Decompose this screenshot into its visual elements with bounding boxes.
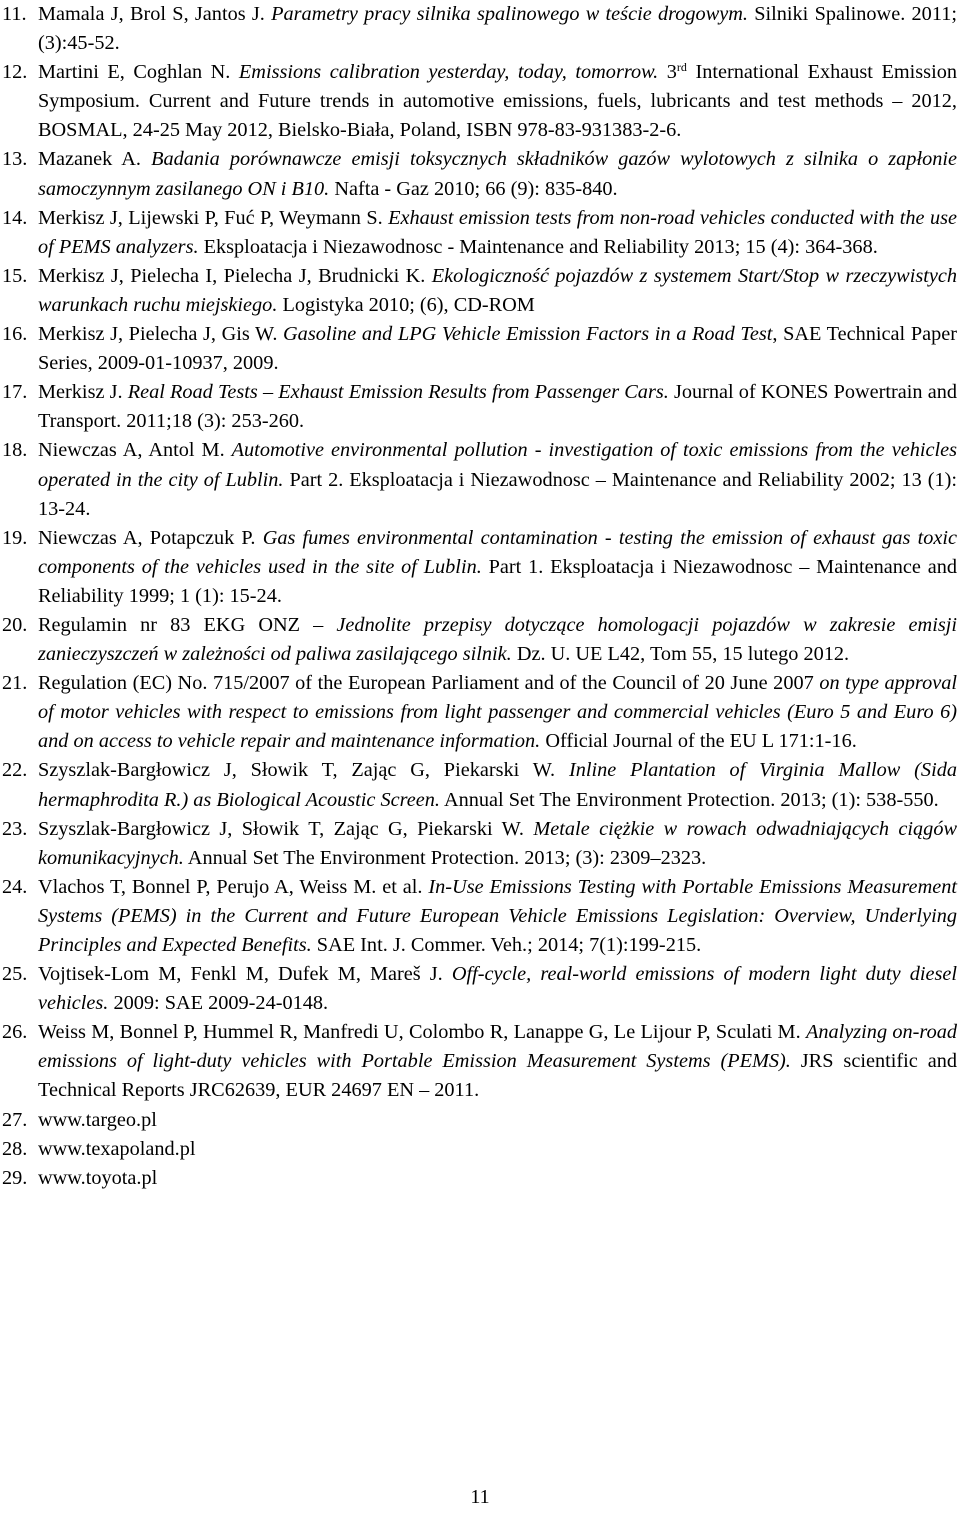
reference-title: Automotive environmental pollution - investigation of toxic emissions from the vehicles operated in the city of Lublin. [38,439,958,491]
reference-number: 12. [2,61,28,84]
reference-text [38,818,957,869]
reference-segment: Journal of KONES Powertrain and Transport. 2011;18 (3): 253-260. [38,381,957,433]
reference-number: 19. [2,526,28,549]
reference-text [38,614,957,665]
reference-segment: Mamala J, Brol S, Jantos J. [38,3,272,25]
page-number: 11 [470,1486,490,1508]
reference-title: Emissions calibration yesterday, today, tomorrow. [238,61,659,84]
reference-segment: Dz. U. UE L42, Tom 55, 15 lutego 2012. [511,643,850,666]
reference-text [38,1167,157,1189]
reference-item [2,873,957,960]
reference-item [2,145,957,203]
reference-item [2,436,957,523]
reference-item [2,1164,957,1193]
reference-title: Gas fumes environmental contamination - testing the emission of exhaust gas toxic components of the vehicles used in the site of Lublin. [38,526,957,578]
reference-title: Badania porównawcze emisji toksycznych składników gazów wylotowych z silnika o zapłonie samoczynnym zasilanego ON i B10. [38,148,957,200]
reference-segment: Martini E, Coghlan N. [38,61,239,84]
reference-text [38,439,957,519]
reference-title: Parametry pracy silnika spalinowego w teście drogowym. [271,3,748,25]
reference-title: Metale ciężkie w rowach odwadniających ciągów komunikacyjnych. [38,817,957,869]
reference-item [2,756,957,814]
reference-number: 22. [2,759,28,782]
reference-item [2,1018,957,1105]
reference-segment: Szyszlak-Bargłowicz J, Słowik T, Zając G, Piekarski W. [38,759,569,782]
reference-text [38,148,957,199]
reference-item [2,58,957,145]
superscript: rd [676,60,687,75]
reference-number: 16. [2,323,28,346]
reference-title: Real Road Tests – Exhaust Emission Results from Passenger Cars. [127,381,669,404]
reference-text [38,963,957,1014]
reference-segment: Vlachos T, Bonnel P, Perujo A, Weiss M. et al. [38,875,429,898]
reference-text [38,1021,957,1101]
reference-segment: Vojtisek-Lom M, Fenkl M, Dufek M, Mareš J. [38,963,452,986]
reference-segment: Eksploatacja i Niezawodnosc - Maintenance and Reliability 2013; 15 (4): 364-368. [198,235,878,258]
reference-number: 17. [2,381,28,404]
reference-segment: JRS scientific and Technical Reports JRC62639, EUR 24697 EN – 2011. [38,1050,957,1102]
reference-number: 15. [2,264,28,287]
reference-text [38,527,957,607]
reference-segment: Regulamin nr 83 EKG ONZ – [38,613,337,636]
reference-text [38,207,957,258]
reference-title: Ekologiczność pojazdów z systemem Start/Stop w rzeczywistych warunkach ruchu miejskiego. [38,264,958,316]
reference-segment: Annual Set The Environment Protection. 2013; (3): 2309–2323. [183,846,707,869]
reference-title: Inline Plantation of Virginia Mallow (Sida hermaphrodita R.) as Biological Acoustic Screen. [38,759,957,811]
reference-item [2,0,957,58]
reference-item [2,204,957,262]
reference-text [38,759,957,810]
reference-title: Off-cycle, real-world emissions of modern light duty diesel vehicles. [38,963,958,1015]
reference-number: 14. [2,206,28,229]
reference-segment: Logistyka 2010; (6), CD-ROM [277,293,535,316]
reference-title: Analyzing on-road emissions of light-duty vehicles with Portable Emission Measurement Systems (PEMS). [38,1021,957,1073]
reference-text [38,61,957,141]
reference-item [2,262,957,320]
reference-text [38,265,957,316]
reference-segment: www.toyota.pl [38,1166,158,1189]
reference-segment: Niewczas A, Potapczuk P. [38,526,263,549]
reference-item [2,669,957,756]
reference-segment: Weiss M, Bonnel P, Hummel R, Manfredi U, Colombo R, Lanappe G, Le Lijour P, Sculati M. [38,1021,806,1044]
reference-number: 26. [2,1021,28,1044]
reference-segment: Part 1. Eksploatacja i Niezawodnosc – Maintenance and Reliability 1999; 1 (1): 15-24. [38,555,957,607]
reference-item [2,815,957,873]
reference-item [2,1135,957,1164]
reference-segment: Merkisz J, Pielecha J, Gis W. [38,323,284,346]
reference-text [38,3,957,54]
reference-text [38,323,957,374]
reference-segment: www.texapoland.pl [38,1137,196,1160]
reference-segment: Silniki Spalinowe. 2011; (3):45-52. [38,3,957,55]
reference-number: 27. [2,1108,28,1131]
reference-item [2,378,957,436]
reference-segment: Merkisz J, Lijewski P, Fuć P, Weymann S. [38,206,389,229]
reference-segment: 2009: SAE 2009-24-0148. [108,992,329,1015]
reference-segment: Annual Set The Environment Protection. 2013; (1): 538-550. [440,788,939,811]
reference-title: Exhaust emission tests from non-road vehicles conducted with the use of PEMS analyzers. [38,206,957,258]
reference-number: 21. [2,672,28,695]
reference-segment: Part 2. Eksploatacja i Niezawodnosc – Maintenance and Reliability 2002; 13 (1): 13-24. [38,468,957,520]
reference-item [2,320,957,378]
reference-segment: 3 [658,61,677,84]
reference-number: 25. [2,963,28,986]
reference-segment: Nafta - Gaz 2010; 66 (9): 835-840. [329,177,618,200]
reference-segment: SAE Int. J. Commer. Veh.; 2014; 7(1):199-215. [311,934,702,956]
reference-segment: Merkisz J. [38,381,128,404]
reference-title: Jednolite przepisy dotyczące homologacji pojazdów w zakresie emisji zanieczyszczeń w zależności od paliwa zasilającego silnik. [38,613,957,666]
reference-segment: Official Journal of the EU L 171:1-16. [540,730,857,753]
reference-segment: Regulation (EC) No. 715/2007 of the European Parliament and of the Council of 20 June 2007 [38,672,820,695]
reference-segment: Merkisz J, Pielecha I, Pielecha J, Brudnicki K. [38,264,432,287]
reference-text [38,1109,157,1131]
reference-segment: Niewczas A, Antol M. [38,439,232,462]
reference-number: 24. [2,875,28,898]
reference-title: Gasoline and LPG Vehicle Emission Factors in a Road Test [283,323,773,346]
reference-number: 11. [2,3,27,25]
reference-item [2,524,957,611]
reference-number: 28. [2,1137,28,1160]
reference-text [38,876,957,956]
reference-item [2,1106,957,1135]
reference-item [2,960,957,1018]
reference-list [2,0,957,1193]
reference-number: 23. [2,817,28,840]
reference-title: on type approval of motor vehicles with respect to emissions from light passenger and commercial vehicles (Euro 5 and Euro 6) and on access to vehicle repair and maintenance information. [38,672,957,753]
reference-segment: , SAE Technical Paper Series, 2009-01-10937, 2009. [38,323,957,375]
reference-segment: www.targeo.pl [38,1108,157,1131]
reference-text [38,672,957,752]
reference-text [38,381,957,432]
reference-item [2,611,957,669]
reference-segment: Mazanek A. [38,148,152,171]
reference-segment: International Exhaust Emission Symposium. Current and Future trends in automotive emissions, fuels, lubricants and test methods – 2012, BOSMAL, 24-25 May 2012, Bielsko-Biała, Poland, ISBN 978-83-931383-2-6. [38,61,957,142]
reference-text [38,1138,196,1160]
reference-number: 13. [2,148,28,171]
reference-segment: Szyszlak-Bargłowicz J, Słowik T, Zając G, Piekarski W. [38,817,534,840]
reference-number: 29. [2,1166,28,1189]
reference-title: In-Use Emissions Testing with Portable Emissions Measurement Systems (PEMS) in the Current and Future European Vehicle Emissions Legislation: Overview, Underlying Principles and Expected Benefits. [38,875,957,956]
reference-number: 20. [2,613,28,636]
reference-number: 18. [2,439,28,462]
